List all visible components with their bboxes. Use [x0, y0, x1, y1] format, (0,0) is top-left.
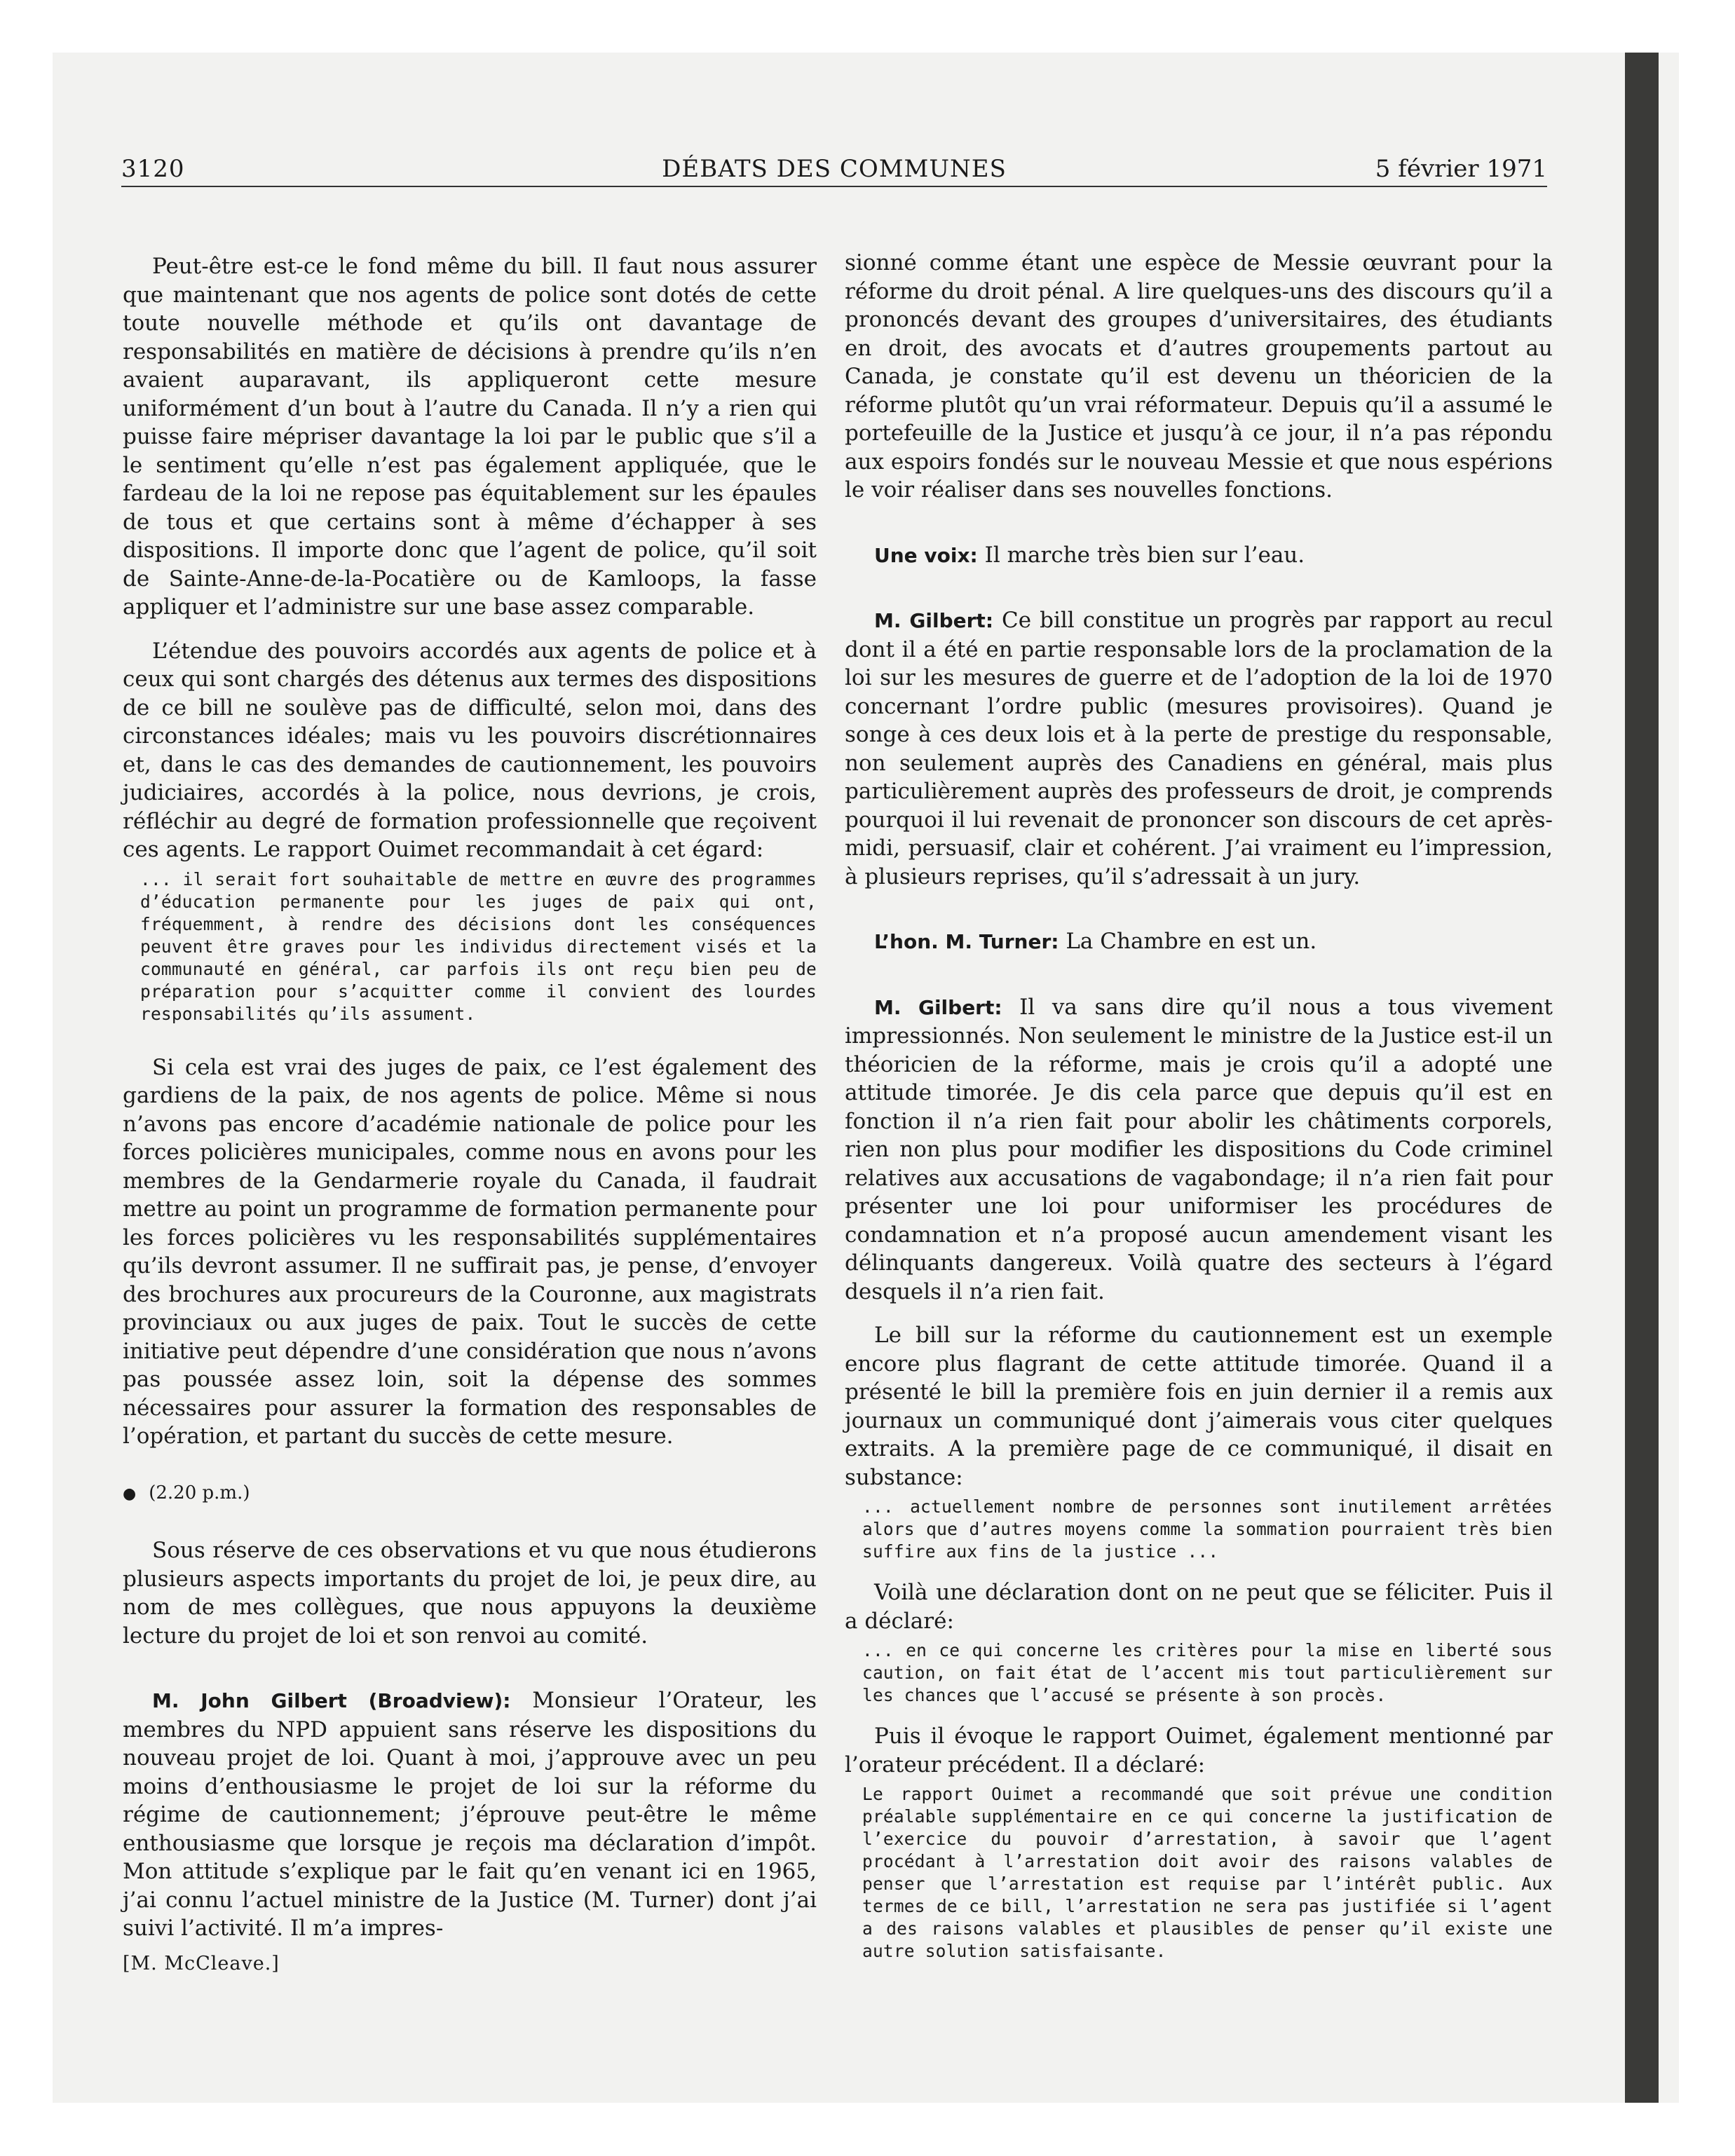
block-quote: [123, 868, 817, 1025]
speaker-reference: [M. McCleave.]: [123, 1952, 280, 1974]
speaker-name: M. John Gilbert (Broadview):: [152, 1689, 511, 1712]
page-date: 5 février 1971: [1375, 155, 1547, 183]
paragraph: Si cela est vrai des juges de paix, ce l’est également des gardiens de la paix, de nos agents de police. Même si nous n’avons pas encore d’académie nationale de police pour les forces policières municipales, comme nous en avons pour les membres de la Gendarmerie royale du Canada, il faudrait mettre au point un programme de formation permanente pour les forces policières vu les responsabilités supplémentaires qu’ils devront assumer. Il ne suffirait pas, je pense, d’envoyer des brochures aux procureurs de la Couronne, aux magistrats provinciaux ou aux juges de paix. Tout le succès de cette initiative peut dépendre d’une considération que nous n’avons pas poussée assez loin, soit la dépense des sommes nécessaires pour assurer la formation des responsables de l’opération, et partant du succès de cette mesure.: [123, 1054, 817, 1449]
paragraph: Puis il évoque le rapport Ouimet, également mentionné par l’orateur précédent. Il a déclaré:: [845, 1724, 1553, 1778]
speech-paragraph: [845, 606, 1553, 891]
quote-text: ... il serait fort souhaitable de mettre en œuvre des programmes d’éducation permanente pour les juges de paix qui ont, fréquemment, à rendre des décisions dont les conséquences peuvent être graves pour les individus directement visés et la communauté en général, car parfois ils ont reçu bien peu de préparation pour s’acquitter comme il convient des lourdes responsabilités qu’ils assument.: [140, 868, 817, 1024]
speech-text: Il va sans dire qu’il nous a tous vivement impressionnés. Non seulement le ministre de la Justice est-il un théoricien de la réforme, mais je crois qu’il a adopté une attitude timorée. Je dis cela parce que depuis qu’il est en fonction il n’a rien fait pour abolir les châtiments corporels, rien non plus pour modifier les dispositions du Code criminel relatives aux accusations de vagabondage; il n’a rien fait pour présenter une loi pour uniformiser les procédures de condamnation et n’a proposé aucun amendement visant les délinquants dangereux. Voilà quatre des secteurs à l’égard desquels il n’a rien fait.: [845, 994, 1553, 1304]
paragraph: Le bill sur la réforme du cautionnement est un exemple encore plus flagrant de cette attitude timorée. Quand il a présenté le bill la première fois en juin dernier il a remis aux journaux un communiqué dont j’aimerais vous citer quelques extraits. A la première page de ce communiqué, il disait en substance:: [845, 1323, 1553, 1490]
paragraph: L’étendue des pouvoirs accordés aux agents de police et à ceux qui sont chargés des détenus aux termes des dispositions de ce bill ne soulève pas de difficulté, selon moi, dans des circonstances idéales; mais vu les pouvoirs discrétionnaires et, dans le cas des demandes de cautionnement, les pouvoirs judiciaires, accordés à la police, nous devrions, je crois, réfléchir au degré de formation professionnelle que reçoivent ces agents. Le rapport Ouimet recommandait à cet égard:: [123, 638, 817, 862]
time-stamp: (2.20 p.m.): [149, 1482, 250, 1503]
block-quote: [845, 1496, 1553, 1563]
speech-text: Il marche très bien sur l’eau.: [977, 542, 1305, 568]
paragraph: Voilà une déclaration dont on ne peut que se féliciter. Puis il a déclaré:: [845, 1580, 1553, 1634]
page-header: [121, 151, 1547, 187]
time-marker: [123, 1479, 817, 1509]
speech-text: Ce bill constitue un progrès par rapport au recul dont il a été en partie responsable lors de la proclamation de la loi sur les mesures de guerre et de l’adoption de la loi de 1970 concernant l’ordre public (mesures provisoires). Quand je songe à ces deux lois et à la perte de prestige du responsable, non seulement auprès des Canadiens en général, mais plus particulièrement auprès des professeurs de droit, je comprends pourquoi il lui revenait de prononcer son discours de cet après-midi, persuasif, clair et cohérent. J’ai vraiment eu l’impression, à plusieurs reprises, qu’il s’adressait à un jury.: [845, 608, 1553, 889]
left-column: [123, 252, 817, 1978]
publication-title: DÉBATS DES COMMUNES: [662, 155, 1007, 183]
speech-text: Monsieur l’Orateur, les membres du NPD appuient sans réserve les dispositions du nouveau projet de loi. Quant à moi, j’approuve avec un peu moins d’enthousiasme le projet de loi sur la réforme du régime de cautionnement; j’éprouve peut-être le même enthousiasme que lorsque je reçois ma déclaration d’impôt. Mon attitude s’explique par le fait qu’en venant ici en 1965, j’ai connu l’actuel ministre de la Justice (M. Turner) dont j’ai suivi l’activité. Il m’a impres-: [123, 1688, 817, 1941]
bullet-icon: ●: [123, 1485, 137, 1503]
paragraph: Peut-être est-ce le fond même du bill. Il faut nous assurer que maintenant que nos agents de police sont dotés de cette toute nouvelle méthode et qu’ils ont davantage de responsabilités en matière de décisions à prendre qu’ils n’en avaient auparavant, ils appliqueront cette mesure uniformément d’un bout à l’autre du Canada. Il n’y a rien qui puisse faire mépriser davantage la loi par le public que s’il a le sentiment qu’elle n’est pas également appliquée, que le fardeau de la loi ne repose pas équitablement sur les épaules de tous et que certains sont à même d’échapper à ses dispositions. Il importe donc que l’agent de police, qu’il soit de Sainte-Anne-de-la-Pocatière ou de Kamloops, la fasse appliquer et l’administre sur une base assez comparable.: [123, 254, 817, 620]
right-column: [845, 249, 1553, 1963]
speech-paragraph: [845, 993, 1553, 1306]
page-number: 3120: [121, 155, 185, 183]
speaker-name: M. Gilbert:: [874, 995, 1002, 1019]
quote-text: Le rapport Ouimet a recommandé que soit prévue une condition préalable supplémentaire en ce qui concerne la justification de l’exercice du pouvoir d’arrestation, à savoir que l’agent procédant à l’arrestation doit avoir des raisons valables de penser que l’arrestation est requise par l’intérêt public. Aux termes de ce bill, l’arrestation ne sera pas justifiée si l’agent a des raisons valables et plausibles de penser qu’il existe une autre solution satisfaisante.: [862, 1784, 1553, 1961]
quote-text: ... actuellement nombre de personnes sont inutilement arrêtées alors que d’autres moyens comme la sommation pourraient très bien suffire aux fins de la justice ...: [862, 1496, 1553, 1562]
speaker-name: L’hon. M. Turner:: [874, 930, 1059, 953]
quote-text: ... en ce qui concerne les critères pour la mise en liberté sous caution, on fait état de l’accent mis tout particulièrement sur les chances que l’accusé se présente à son procès.: [862, 1640, 1553, 1705]
paragraph: Sous réserve de ces observations et vu que nous étudierons plusieurs aspects importants du projet de loi, je peux dire, au nom de mes collègues, que nous appuyons la deuxième lecture du projet de loi et son renvoi au comité.: [123, 1538, 817, 1649]
speech-paragraph: [845, 927, 1553, 957]
scan-edge-shadow: [1625, 53, 1659, 2103]
speech-paragraph: [123, 1686, 817, 1943]
block-quote: [845, 1639, 1553, 1707]
paragraph: sionné comme étant une espèce de Messie œuvrant pour la réforme du droit pénal. A lire quelques-uns des discours qu’il a prononcés devant des groupes d’universitaires, des étudiants en droit, des avocats et d’autres groupements partout au Canada, je constate qu’il est devenu un théoricien de la réforme plutôt qu’un vrai réformateur. Depuis qu’il a assumé le portefeuille de la Justice et jusqu’à ce jour, il n’a pas répondu aux espoirs fondés sur le nouveau Messie et que nous espérions le voir réaliser dans ses nouvelles fonctions.: [845, 250, 1553, 503]
block-quote: [845, 1783, 1553, 1963]
speech-text: La Chambre en est un.: [1059, 929, 1317, 954]
speaker-name: M. Gilbert:: [874, 609, 994, 632]
speech-paragraph: [845, 541, 1553, 571]
speaker-name: Une voix:: [874, 543, 978, 567]
